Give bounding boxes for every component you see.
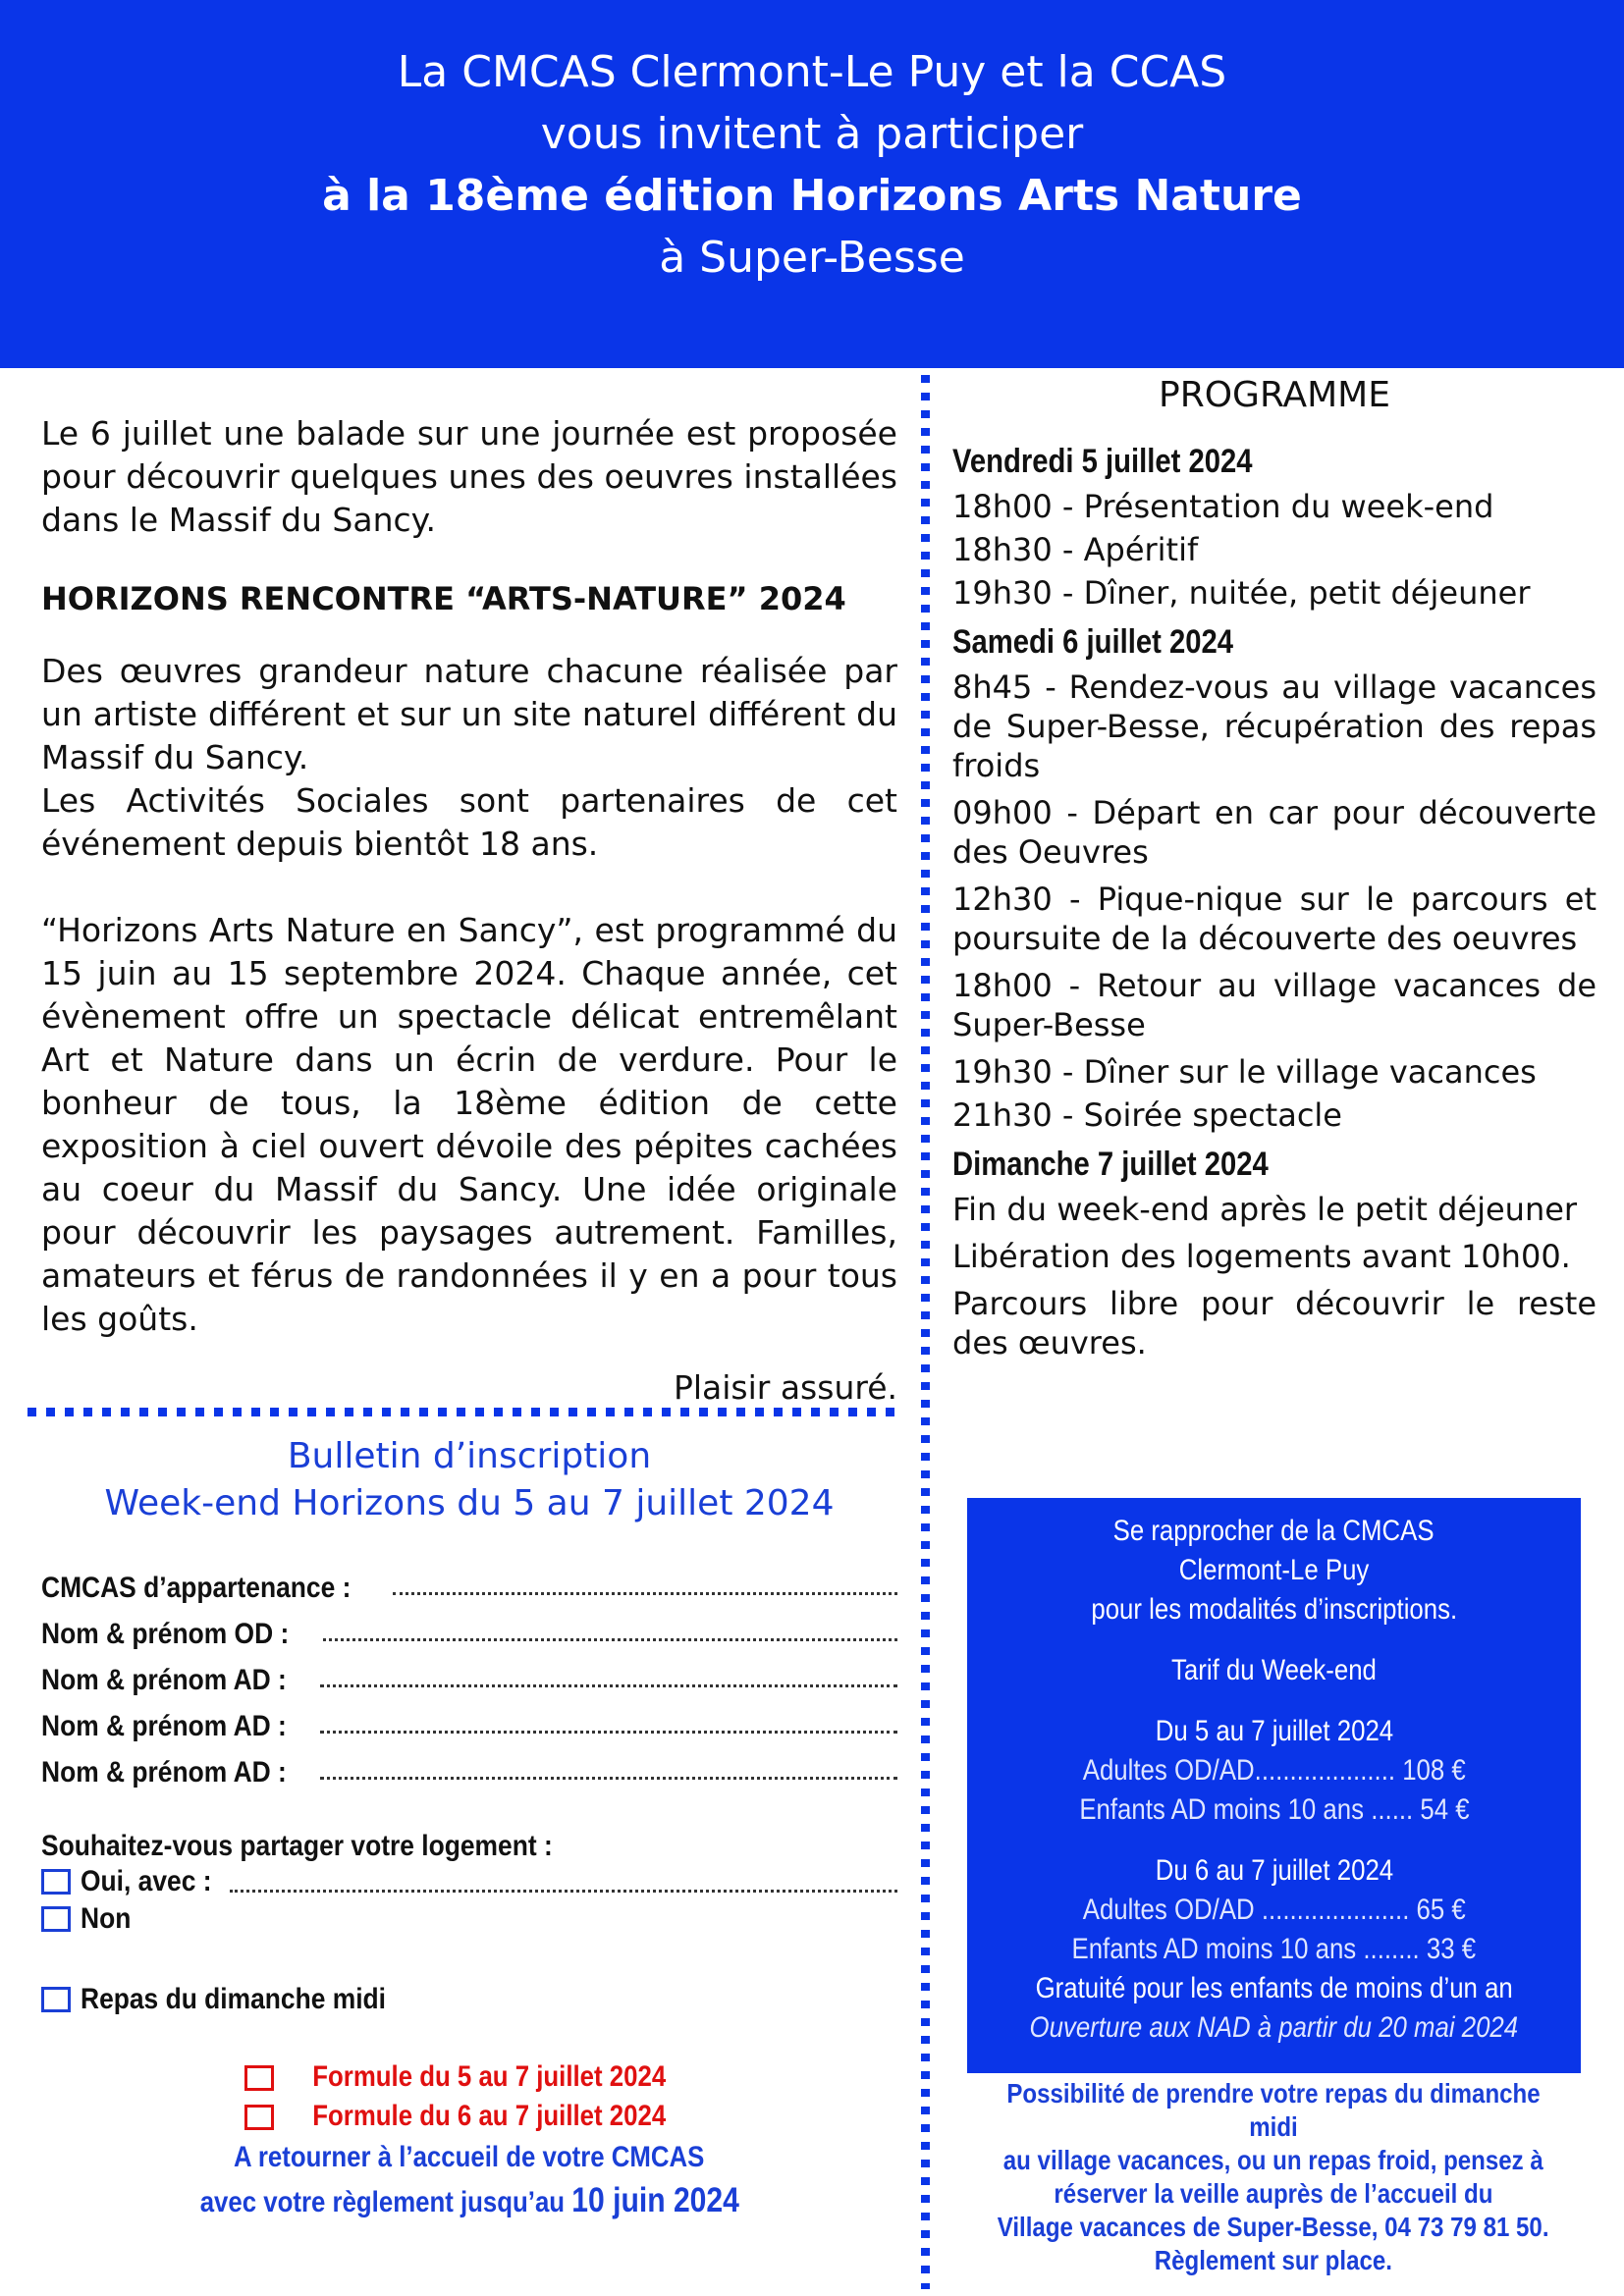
- checkbox[interactable]: [244, 2065, 274, 2091]
- pricing-box: [967, 1498, 1581, 2073]
- day-heading-sunday: Dimanche 7 juillet 2024: [952, 1146, 1269, 1183]
- form-title: Bulletin d’inscription: [287, 1436, 652, 1476]
- description-paragraph-2: Les Activités Sociales sont partenaires de cet événement depuis bientôt 18 ans.: [41, 781, 897, 863]
- description-paragraph-3: “Horizons Arts Nature en Sancy”, est programmé du 15 juin au 15 septembre 2024. Chaque année, cet évènement offre un spectacle délicat entremêlant Art et Nature dans un écrin de verdure. Pour le bonheur de tous, la 18ème édition de cette exposition à ciel ouvert dévoile des pépites cachées au coeur du Massif du Sancy. Une idée originale pour découvrir les paysages autrement. Familles, amateurs et férus de randonnées il y en a pour tous les goûts.: [41, 911, 897, 1338]
- fill-line[interactable]: [230, 1889, 897, 1893]
- return-instructions: A retourner à l’accueil de votre CMCAS: [234, 2141, 705, 2173]
- sunday-meal-option[interactable]: Repas du dimanche midi: [41, 1981, 905, 2018]
- deadline-date: 10 juin 2024: [570, 2181, 739, 2219]
- programme-item: 18h30 - Apéritif: [952, 531, 1199, 568]
- ad-name-field-2[interactable]: [41, 1697, 905, 1743]
- formula-options: [27, 2057, 911, 2224]
- nad-opening-note: Ouverture aux NAD à partir du 20 mai 2024: [1029, 2011, 1519, 2044]
- description-paragraph-1: Des œuvres grandeur nature chacune réalisée par un artiste différent et sur un site naturel différent du Massif du Sancy.: [41, 652, 897, 776]
- header-line-1: La CMCAS Clermont-Le Puy et la CCAS: [397, 47, 1227, 97]
- programme-item: 8h45 - Rendez-vous au village vacances de Super-Besse, récupération des repas froids: [952, 668, 1597, 784]
- price-children-2: Enfants AD moins 10 ans ........ 33 €: [1071, 1933, 1477, 1965]
- programme-item: Libération des logements avant 10h00.: [952, 1238, 1571, 1275]
- cmcas-field[interactable]: [41, 1559, 905, 1605]
- ad-name-field-3[interactable]: [41, 1743, 905, 1789]
- header-line-4: à Super-Besse: [659, 233, 965, 283]
- meal-info-line: Règlement sur place.: [1154, 2245, 1393, 2275]
- vertical-dotted-divider: [921, 375, 930, 2289]
- od-name-field[interactable]: [41, 1605, 905, 1651]
- checkbox[interactable]: [41, 1869, 71, 1895]
- checkbox[interactable]: [244, 2105, 274, 2130]
- field-label: Nom & prénom OD :: [41, 1618, 290, 1650]
- fill-line[interactable]: [320, 1683, 897, 1687]
- meal-info: [945, 2077, 1602, 2277]
- formula-option-1[interactable]: Formule du 5 au 7 juillet 2024: [27, 2057, 911, 2097]
- fill-line[interactable]: [393, 1591, 897, 1595]
- meal-info-line: au village vacances, ou un repas froid, pensez à: [1002, 2145, 1544, 2175]
- share-question: Souhaitez-vous partager votre logement :: [41, 1830, 553, 1862]
- formula-option-2[interactable]: Formule du 6 au 7 juillet 2024: [27, 2097, 911, 2136]
- price-period-2: Du 6 au 7 juillet 2024: [1155, 1854, 1393, 1887]
- share-yes-option[interactable]: Oui, avec :: [41, 1863, 905, 1900]
- section-heading: HORIZONS RENCONTRE “ARTS-NATURE” 2024: [41, 580, 846, 617]
- share-no-option[interactable]: Non: [41, 1900, 905, 1938]
- day-heading-saturday: Samedi 6 juillet 2024: [952, 623, 1234, 661]
- programme-item: 18h00 - Présentation du week-end: [952, 488, 1494, 525]
- programme-item: Parcours libre pour découvrir le reste des œuvres.: [952, 1285, 1597, 1362]
- fill-line[interactable]: [320, 1776, 897, 1780]
- closing-text: Plaisir assuré.: [673, 1368, 897, 1407]
- programme-item: 12h30 - Pique-nique sur le parcours et poursuite de la découverte des oeuvres: [952, 881, 1597, 957]
- day-heading-friday: Vendredi 5 juillet 2024: [952, 443, 1253, 480]
- free-infants-note: Gratuité pour les enfants de moins d’un an: [1035, 1972, 1513, 2004]
- price-adults-2: Adultes OD/AD ..................... 65 €: [1082, 1894, 1466, 1926]
- contact-line-2: Clermont-Le Puy: [1178, 1554, 1370, 1586]
- event-description: [41, 412, 897, 1410]
- fill-line[interactable]: [320, 1730, 897, 1734]
- meal-info-line: Possibilité de prendre votre repas du dimanche midi: [1006, 2078, 1541, 2142]
- registration-form: [27, 1433, 911, 2219]
- header-line-3: à la 18ème édition Horizons Arts Nature: [322, 171, 1302, 221]
- programme-title: PROGRAMME: [1158, 375, 1390, 415]
- field-label: CMCAS d’appartenance :: [41, 1572, 352, 1604]
- checkbox[interactable]: [41, 1987, 71, 2012]
- return-deadline: avec votre règlement jusqu’au 10 juin 2024: [199, 2181, 739, 2219]
- programme-section: [952, 371, 1597, 1370]
- field-label: Nom & prénom AD :: [41, 1664, 287, 1696]
- programme-item: 19h30 - Dîner, nuitée, petit déjeuner: [952, 574, 1531, 612]
- contact-line-1: Se rapprocher de la CMCAS: [1113, 1515, 1435, 1547]
- header-line-2: vous invitent à participer: [540, 109, 1084, 159]
- field-label: Nom & prénom AD :: [41, 1710, 287, 1742]
- intro-paragraph: Le 6 juillet une balade sur une journée est proposée pour découvrir quelques unes des oeuvres installées dans le Massif du Sancy.: [41, 414, 897, 539]
- header-banner: [0, 0, 1624, 368]
- price-adults-1: Adultes OD/AD.................... 108 €: [1082, 1754, 1466, 1787]
- form-subtitle: Week-end Horizons du 5 au 7 juillet 2024: [104, 1483, 835, 1523]
- price-period-1: Du 5 au 7 juillet 2024: [1155, 1715, 1393, 1747]
- programme-item: 18h00 - Retour au village vacances de Super-Besse: [952, 967, 1597, 1043]
- meal-info-line: Village vacances de Super-Besse, 04 73 79 81 50.: [998, 2212, 1549, 2242]
- field-label: Nom & prénom AD :: [41, 1756, 287, 1789]
- programme-item: 19h30 - Dîner sur le village vacances: [952, 1053, 1537, 1091]
- contact-line-3: pour les modalités d’inscriptions.: [1091, 1593, 1457, 1626]
- programme-item: Fin du week-end après le petit déjeuner: [952, 1191, 1578, 1228]
- meal-info-line: réserver la veille auprès de l’accueil du: [1054, 2178, 1493, 2209]
- fill-line[interactable]: [323, 1637, 897, 1641]
- ad-name-field-1[interactable]: [41, 1651, 905, 1697]
- pricing-title: Tarif du Week-end: [1171, 1654, 1377, 1686]
- checkbox[interactable]: [41, 1906, 71, 1932]
- price-children-1: Enfants AD moins 10 ans ...... 54 €: [1078, 1793, 1470, 1826]
- programme-item: 21h30 - Soirée spectacle: [952, 1096, 1342, 1134]
- form-fields: [41, 1559, 905, 2018]
- programme-item: 09h00 - Départ en car pour découverte des Oeuvres: [952, 794, 1597, 871]
